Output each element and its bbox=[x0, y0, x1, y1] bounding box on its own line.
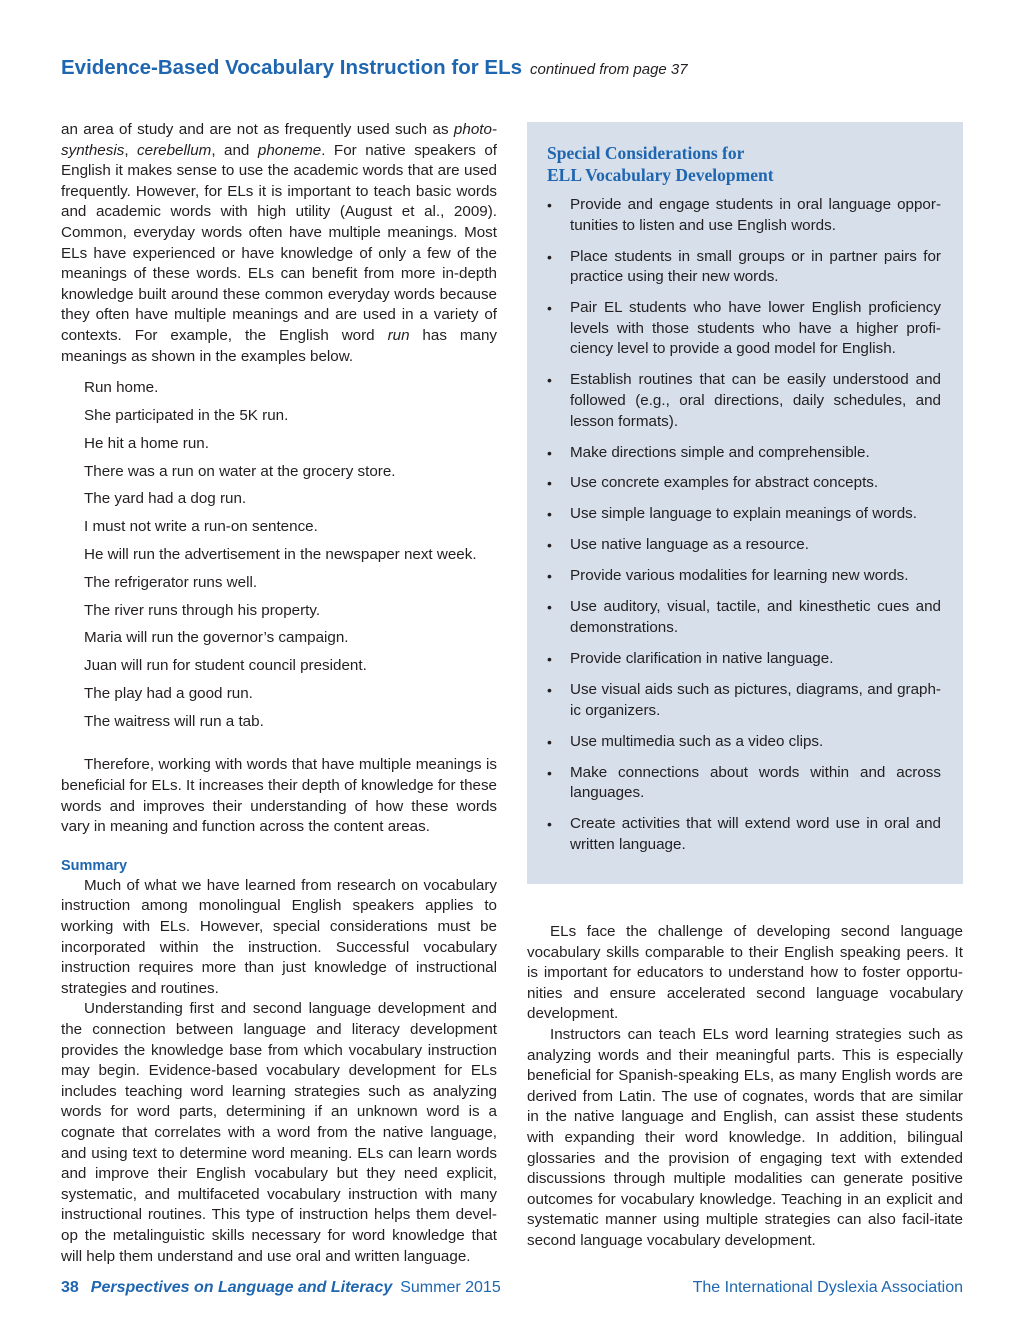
example-sentence: He hit a home run. bbox=[84, 434, 209, 452]
consideration-item: • Use concrete examples for abstract concepts. bbox=[547, 473, 941, 494]
bullet-icon: • bbox=[547, 764, 552, 781]
page-header bbox=[61, 56, 688, 80]
consideration-item: • Place students in small groups or in partner pairs for practice using their new words. bbox=[547, 247, 941, 286]
article-title: Evidence-Based Vocabulary Instruction for ELs bbox=[61, 56, 522, 79]
bullet-icon: • bbox=[547, 475, 552, 492]
continued-note: continued from page 37 bbox=[530, 61, 688, 78]
bullet-icon: • bbox=[547, 506, 552, 523]
example-sentence: I must not write a run-on sentence. bbox=[84, 518, 318, 536]
right-paragraph-1: ELs face the challenge of developing second language vocabulary skills comparable to their English speaking peers. It is important for educators to understand how to foster opportu-nities and ensure accelerated second language vocabulary development. bbox=[527, 923, 963, 1023]
considerations-list bbox=[547, 195, 941, 855]
bullet-icon: • bbox=[547, 681, 552, 698]
example-sentence: The waitress will run a tab. bbox=[84, 712, 264, 730]
run-examples-list bbox=[61, 374, 497, 735]
issue-date: Summer 2015 bbox=[400, 1279, 501, 1296]
page-number: 38 bbox=[61, 1279, 79, 1296]
right-column bbox=[527, 922, 963, 1252]
example-sentence: The river runs through his property. bbox=[84, 601, 321, 619]
special-considerations-sidebar bbox=[527, 122, 963, 884]
consideration-item: • Provide clarification in native language. bbox=[547, 649, 941, 670]
term-photosynthesis: photo-synthesis bbox=[61, 121, 497, 159]
summary-heading: Summary bbox=[61, 857, 128, 874]
consideration-item: • Use visual aids such as pictures, diagrams, and graph-ic organizers. bbox=[547, 680, 941, 719]
consideration-item: • Pair EL students who have lower English proficiency levels with those students who have a higher profi-ciency level to provide a good model for English. bbox=[547, 299, 941, 358]
example-sentence: Run home. bbox=[84, 379, 159, 397]
bullet-icon: • bbox=[547, 733, 552, 750]
bullet-icon: • bbox=[547, 651, 552, 667]
consideration-item: • Use native language as a resource. bbox=[547, 535, 941, 556]
example-sentence: Juan will run for student council president. bbox=[84, 657, 367, 675]
sidebar-title: Special Considerations for ELL Vocabulary Development bbox=[547, 143, 774, 185]
bullet-icon: • bbox=[547, 599, 552, 616]
example-sentence: There was a run on water at the grocery store. bbox=[84, 462, 396, 480]
organization-name: The International Dyslexia Association bbox=[692, 1279, 963, 1296]
example-sentence: The play had a good run. bbox=[84, 684, 253, 702]
consideration-item: • Establish routines that can be easily understood and followed (e.g., oral directions, daily schedules, and lesson formats). bbox=[547, 371, 941, 430]
consideration-item: • Provide various modalities for learning new words. bbox=[547, 566, 941, 587]
left-column bbox=[61, 120, 497, 1267]
example-sentence: The yard had a dog run. bbox=[84, 490, 247, 508]
intro-paragraph: an area of study and are not as frequently used such as photo-synthesis, cerebellum, and phoneme. For native speakers of English it makes sense to use the academic words that are used frequently. However, for ELs it is important to teach basic words and academic words with high utility (August et al., 2009). Common, everyday words often have multiple meanings. Most ELs have experienced or have knowledge of only a few of the meanings of these words. ELs can benefit from more in-depth knowledge built around these common everyday words because they often have multiple meanings and are used in a variety of contexts. For example, the English word run has many meanings as shown in the examples below. bbox=[61, 121, 497, 365]
consideration-item: • Create activities that will extend word use in oral and written language. bbox=[547, 815, 941, 853]
bullet-icon: • bbox=[547, 372, 552, 389]
bullet-icon: • bbox=[547, 568, 552, 585]
example-sentence: The refrigerator runs well. bbox=[84, 573, 258, 591]
therefore-paragraph: Therefore, working with words that have multiple meanings is beneficial for ELs. It increases their depth of knowledge for these words and improves their understanding of how these words vary in meaning and function across the content areas. bbox=[61, 756, 497, 836]
consideration-item: • Provide and engage students in oral language oppor-tunities to listen and use English words. bbox=[547, 196, 941, 234]
term-run: run bbox=[387, 326, 410, 344]
right-paragraph-2: Instructors can teach ELs word learning strategies such as analyzing words and their meaningful parts. This is especially beneficial for Spanish-speaking ELs, as many English words are derived from Latin. The use of cognates, words that are similar in the native language and English, can assist these students with expanding their word knowledge. In addition, bilingual glossaries and the provision of engaging text with extended discussions through multiple modalities can generate positive outcomes for vocabulary knowledge. Teaching in an explicit and systematic manner using multiple strategies can also facil-itate second language vocabulary development. bbox=[527, 1025, 963, 1249]
bullet-icon: • bbox=[547, 197, 552, 213]
journal-name: Perspectives on Language and Literacy bbox=[90, 1279, 393, 1296]
bullet-icon: • bbox=[547, 248, 552, 265]
example-sentence: She participated in the 5K run. bbox=[84, 406, 289, 424]
consideration-item: • Use multimedia such as a video clips. bbox=[547, 732, 941, 753]
summary-paragraph-2: Understanding first and second language development and the connection between language and literacy development provides the knowledge base from which vocabulary instruction may begin. Evidence-based vocabulary development for ELs includes teaching word learning strategies such as analyzing words for word parts, determining if an unknown word is a cognate that correlates with a word from the native language, and using text to determine word meaning. ELs can learn words and improve their English vocabulary but they need explicit, systematic, and multifaceted vocabulary instruction with many instructional routines. This type of instruction helps them devel-op the metalinguistic skills necessary for word knowledge that will help them understand and use oral and written language. bbox=[61, 1000, 497, 1265]
page-footer-left bbox=[61, 1279, 501, 1297]
bullet-icon: • bbox=[547, 300, 552, 317]
bullet-icon: • bbox=[547, 444, 552, 461]
consideration-item: • Use auditory, visual, tactile, and kinesthetic cues and demonstrations. bbox=[547, 598, 941, 637]
consideration-item: • Make directions simple and comprehensible. bbox=[547, 443, 941, 464]
bullet-icon: • bbox=[547, 816, 552, 833]
term-phoneme: phoneme bbox=[257, 141, 322, 159]
example-sentence: He will run the advertisement in the newspaper next week. bbox=[84, 545, 477, 563]
bullet-icon: • bbox=[547, 537, 552, 554]
term-cerebellum: cerebellum bbox=[137, 141, 212, 159]
summary-paragraph-1: Much of what we have learned from research on vocabulary instruction among monolingual English speakers applies to working with ELs. However, special considerations must be incorporated within the instruction. Successful vocabulary instruction requires more than just knowledge of instructional strategies and routines. bbox=[61, 876, 497, 997]
consideration-item: • Use simple language to explain meanings of words. bbox=[547, 504, 941, 525]
example-sentence: Maria will run the governor’s campaign. bbox=[84, 629, 349, 647]
consideration-item: • Make connections about words within and across languages. bbox=[547, 763, 941, 802]
